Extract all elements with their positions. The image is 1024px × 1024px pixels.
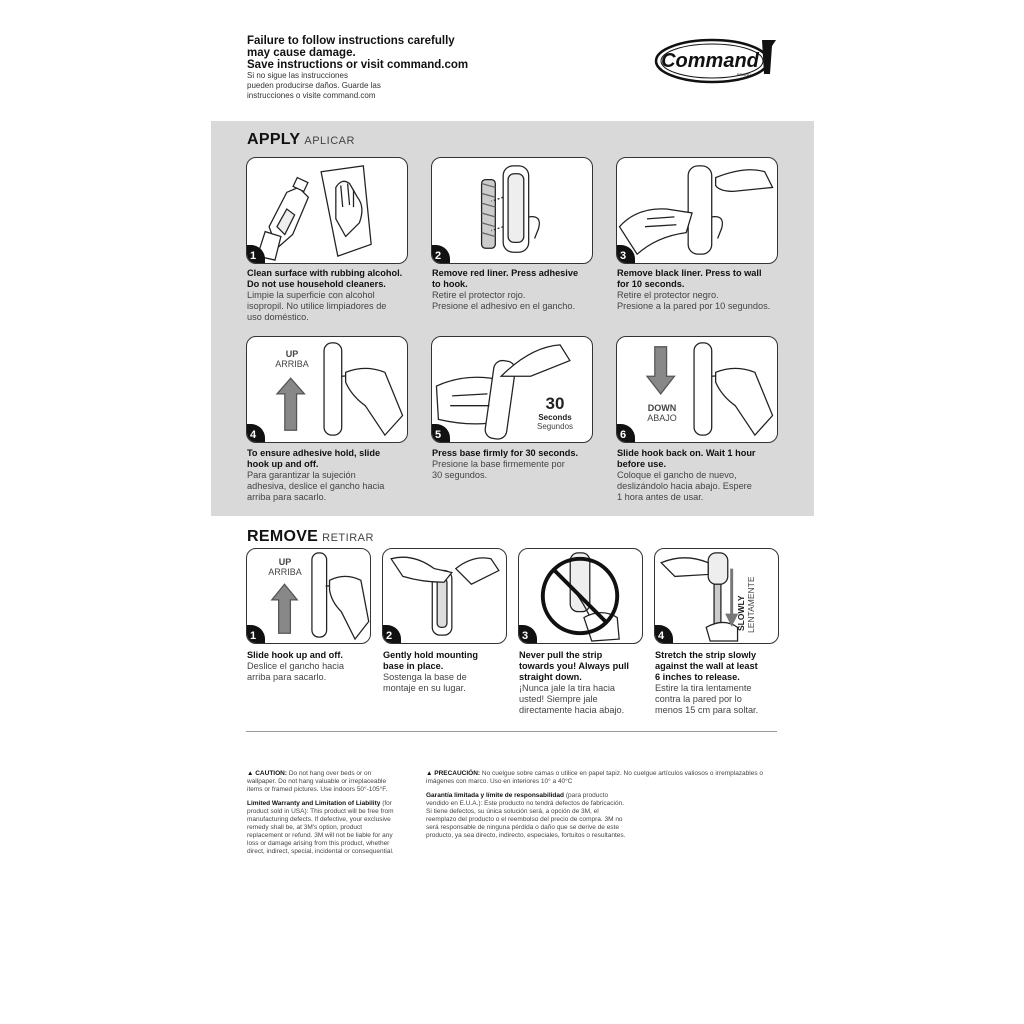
warning-line-2: may cause damage.: [247, 47, 356, 59]
garantia-es: Garantía limitada y límite de responsabilidad (para producto vendido en E.U.A.): Este producto no tendrá defectos de fabricación. Si tiene defectos, su única solución será, a opción de 3M, el reemplazo del producto o el reembolso del precio de compra. 3M no será responsable de ninguna pérdida o daño que se derive de este producto, ya sea directo, indirecto, especiales, fortuitos o resultantes.: [426, 792, 626, 839]
warranty-en: Limited Warranty and Limitation of Liability (for product sold in USA): This product will be free from manufacturing defects. If defective, your exclusive remedy shall be, at 3M's option, product replacement or refund. 3M will not be liable for any loss or damage arising from this product, whether direct, indirect, special, incidental or consequential.: [247, 800, 394, 855]
apply-step-4-number: 4: [246, 424, 265, 443]
warning-line-3: Save instructions or visit command.com: [247, 59, 469, 71]
apply-up-label: UP ARRIBA: [275, 349, 309, 369]
warning-line-1: Failure to follow instructions carefully: [247, 35, 455, 47]
caution-en: ▲ CAUTION: Do not hang over beds or on wallpaper. Do not hang valuable or irreplaceable items or framed pictures. Use indoors 50°-105°F.: [247, 770, 388, 793]
apply-step-5-panel: [431, 336, 593, 443]
remove-step-2-panel: [382, 548, 507, 644]
fine-print-english: [247, 770, 397, 856]
slide-hook-down-illustration: [617, 337, 777, 442]
apply-step-5-caption: Press base firmly for 30 seconds. Presione la base firmemente por 30 segundos.: [432, 448, 579, 480]
apply-step-6-number: 6: [616, 424, 635, 443]
command-logo: [652, 34, 782, 86]
logo-sub: BRAND: [736, 72, 752, 77]
remove-step-4-panel: [654, 548, 779, 644]
apply-step-6-panel: [616, 336, 778, 443]
apply-title-es: APLICAR: [304, 135, 355, 147]
apply-step-1-number: 1: [246, 245, 265, 264]
remove-title: [247, 528, 374, 546]
remove-step-3-caption: Never pull the strip towards you! Always pull straight down. ¡Nunca jale la tira hacia usted! Siempre jale directamente hacia abajo.: [519, 650, 629, 715]
alcohol-bottle-and-cloth-illustration: [247, 158, 407, 263]
remove-step-1-panel: [246, 548, 371, 644]
apply-step-1-caption: Clean surface with rubbing alcohol. Do not use household cleaners. Limpie la superficie con alcohol isopropil. No utilice limpiadores de uso doméstico.: [247, 268, 403, 322]
divider-line: [246, 731, 777, 732]
apply-step-5-number: 5: [431, 424, 450, 443]
remove-step-2-caption: Gently hold mounting base in place. Sostenga la base de montaje en su lugar.: [383, 650, 478, 693]
apply-step-3-panel: [616, 157, 778, 264]
header-warning: [247, 35, 577, 101]
remove-step-2-number: 2: [382, 625, 401, 644]
apply-step-3-caption: Remove black liner. Press to wall for 10 seconds. Retire el protector negro. Presione a la pared por 10 segundos.: [617, 268, 771, 311]
remove-step-3-panel: [518, 548, 643, 644]
thirty-seconds-label: 30 Seconds Segundos: [536, 394, 574, 431]
hook-and-adhesive-strip-illustration: [432, 158, 592, 263]
warning-es-3: instrucciones o visite command.com: [247, 91, 376, 100]
remove-step-4-number: 4: [654, 625, 673, 644]
apply-step-2-panel: [431, 157, 593, 264]
apply-step-2-caption: Remove red liner. Press adhesive to hook. Retire el protector rojo. Presione el adhesivo en el gancho.: [432, 268, 579, 311]
apply-step-3-number: 3: [616, 245, 635, 264]
never-pull-towards-you-illustration: [519, 549, 642, 643]
remove-title-es: RETIRAR: [322, 532, 374, 544]
remove-step-4-caption: Stretch the strip slowly against the wall at least 6 inches to release. Estire la tira lentamente contra la pared por lo menos 15 cm para soltar.: [655, 650, 759, 715]
remove-title-en: REMOVE: [247, 528, 319, 545]
apply-step-1-panel: [246, 157, 408, 264]
fine-print-spanish: [426, 770, 776, 840]
apply-step-2-number: 2: [431, 245, 450, 264]
slowly-label: SLOWLY LENTAMENTE: [736, 576, 756, 633]
pressing-hook-to-wall-illustration: [617, 158, 777, 263]
warning-es-2: pueden producirse daños. Guarde las: [247, 81, 381, 90]
apply-title-en: APPLY: [247, 131, 301, 148]
apply-step-4-caption: To ensure adhesive hold, slide hook up and off. Para garantizar la sujeción adhesiva, deslice el gancho hacia arriba para sacarlo.: [247, 448, 385, 502]
remove-step-3-number: 3: [518, 625, 537, 644]
warning-es-1: Si no sigue las instrucciones: [247, 71, 348, 80]
logo-text: Command: [661, 50, 759, 72]
remove-step-1-caption: Slide hook up and off. Deslice el gancho hacia arriba para sacarlo.: [247, 650, 345, 682]
apply-step-6-caption: Slide hook back on. Wait 1 hour before use. Coloque el gancho de nuevo, deslizándolo hacia abajo. Espere 1 hora antes de usar.: [617, 448, 756, 502]
precaucion-es: ▲ PRECAUCIÓN: No cuelgue sobre camas o utilice en papel tapiz. No cuelgue artículos valiosos o irremplazables o imágenes con marco. Uso en interiores 10° a 40°C: [426, 770, 764, 785]
remove-step-1-number: 1: [246, 625, 265, 644]
hold-mounting-base-illustration: [383, 549, 506, 643]
apply-title: [247, 131, 355, 149]
apply-step-4-panel: [246, 336, 408, 443]
remove-up-label: UP ARRIBA: [268, 557, 302, 577]
apply-down-label: DOWN ABAJO: [647, 403, 677, 423]
